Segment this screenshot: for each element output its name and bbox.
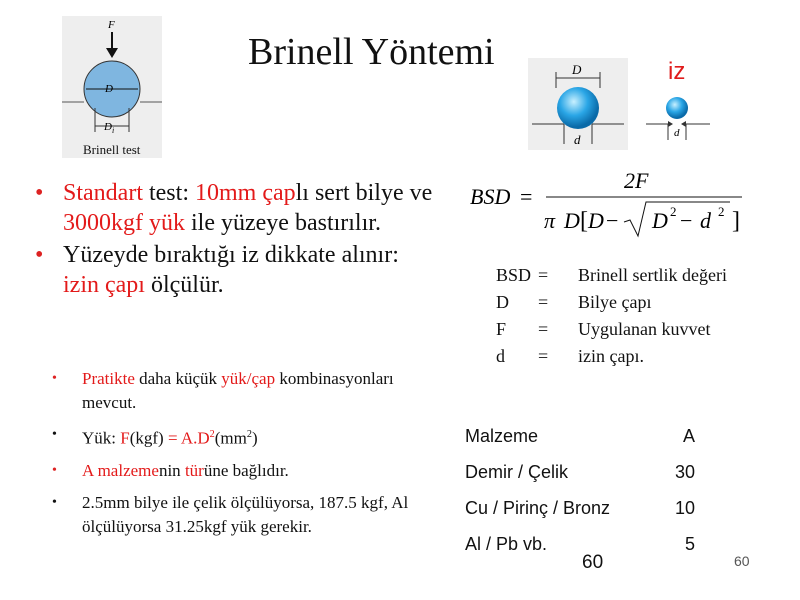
a-value: A: [682, 425, 695, 446]
material-name: Demir / Çelik: [465, 461, 569, 482]
legend-v: Uygulanan kuvvet: [578, 319, 711, 339]
table-row: [465, 526, 695, 562]
legend-row: [496, 262, 727, 289]
sub-bullet-item: [52, 367, 412, 415]
bullet-text-segment: ölçülür.: [144, 272, 224, 298]
svg-text:Di: $D_i$: [104, 121, 115, 135]
material-name: Malzeme: [465, 425, 539, 446]
ball-impression-figure: [528, 58, 716, 150]
page-number-corner: 60: [734, 553, 750, 569]
svg-text:D: D: [564, 208, 580, 233]
legend-k: F: [496, 319, 507, 339]
sub-bullet-item: [52, 459, 412, 483]
svg-text:2: 2: [718, 204, 725, 219]
svg-text:[: [: [580, 208, 588, 234]
bullet-text-segment: lı sert bilye ve: [295, 180, 433, 206]
svg-text:BSD: BSD: [470, 184, 511, 209]
bullet-text-segment: Yük:: [82, 428, 121, 448]
bullet-text-segment: Pratikte: [82, 369, 135, 388]
table-header: [465, 418, 695, 454]
svg-text:D: D: [572, 62, 582, 77]
material-name: Cu / Pirinç / Bronz: [465, 497, 611, 518]
main-bullets: [35, 178, 435, 302]
bullet-text-segment: yük/çap: [221, 369, 276, 388]
bullet-text-segment: ): [251, 428, 258, 448]
table-row: [465, 490, 695, 526]
bullet-text-segment: F: [120, 428, 130, 448]
bullet-text-segment: Standart: [63, 180, 143, 206]
bullet-dot: •: [52, 427, 57, 442]
formula-legend: [496, 262, 727, 370]
sub-bullet-item: [52, 423, 412, 451]
bullet-text-segment: Yüzeyde bıraktığı iz dikkate alınır:: [63, 242, 399, 268]
iz-label: iz: [668, 58, 686, 85]
legend-k: d: [496, 346, 505, 366]
legend-e: =: [538, 319, 549, 339]
figure-caption: Brinell test: [83, 142, 141, 157]
legend-v: Brinell sertlik değeri: [578, 265, 727, 285]
main-bullet-item: [35, 178, 435, 238]
bullet-text-segment: ile yüzeye bastırılır.: [185, 210, 381, 236]
svg-text:D: D: [588, 208, 604, 233]
bullet-text-segment: kombinasyonları mevcut.: [82, 369, 394, 412]
legend-k: BSD: [496, 265, 532, 285]
bullet-text-segment: tür: [184, 460, 204, 480]
force-label: F: [108, 19, 115, 31]
svg-text:π: π: [544, 208, 556, 233]
bullet-dot: •: [35, 242, 44, 268]
legend-row: [496, 289, 727, 316]
svg-text:D: D: [105, 83, 113, 95]
bullet-dot: •: [52, 462, 57, 478]
bullet-text-segment: 2.5mm bilye ile çelik ölçülüyorsa, 187.5 kgf, Al ölçülüyorsa 31.25kgf yük gerekir.: [82, 492, 409, 536]
svg-text:2: 2: [670, 204, 677, 219]
bullet-dot: •: [52, 371, 57, 386]
bullet-text-segment: 2: [246, 429, 252, 440]
legend-e: =: [538, 265, 549, 285]
svg-text:]: ]: [732, 208, 740, 234]
table-row: [465, 454, 695, 490]
legend-row: [496, 343, 727, 370]
svg-text:d: d: [700, 208, 711, 233]
bullet-text-segment: izin çapı: [63, 272, 145, 298]
legend-row: [496, 316, 727, 343]
sub-bullets: [52, 367, 412, 547]
bullet-text-segment: (kgf): [129, 428, 168, 448]
legend-e: =: [538, 346, 549, 366]
bullet-text-segment: = A.D: [167, 428, 210, 448]
svg-text:D: D: [652, 208, 668, 233]
bullet-text-segment: 10mm çap: [194, 180, 296, 206]
bullet-text-segment: daha küçük: [134, 369, 222, 388]
svg-text:−: −: [606, 208, 619, 233]
bullet-dot: •: [52, 494, 57, 510]
legend-v: izin çapı.: [578, 346, 644, 366]
svg-text:d: d: [574, 132, 581, 147]
svg-text:−: −: [680, 208, 693, 233]
a-value: 5: [684, 533, 695, 554]
brinell-test-figure: [62, 16, 162, 158]
bullet-text-segment: test:: [142, 180, 195, 206]
svg-text:2F: 2F: [624, 168, 649, 193]
legend-v: Bilye çapı: [578, 292, 652, 312]
bullet-text-segment: A malzeme: [82, 460, 159, 480]
main-bullet-item: [35, 240, 435, 300]
slide-title: Brinell Yöntemi: [248, 31, 495, 73]
material-table: [465, 418, 695, 562]
bullet-text-segment: üne bağlıdır.: [203, 460, 289, 480]
bullet-text-segment: 2: [209, 429, 215, 440]
legend-k: D: [496, 292, 509, 312]
svg-text:=: =: [520, 184, 533, 209]
bullet-text-segment: nin: [158, 460, 185, 480]
svg-text:d: d: [674, 127, 680, 139]
bullet-dot: •: [35, 180, 44, 206]
legend-e: =: [538, 292, 549, 312]
sub-bullet-item: [52, 491, 412, 539]
a-value: 30: [674, 461, 695, 482]
bullet-text-segment: (mm: [214, 428, 247, 448]
brinell-formula: [468, 164, 748, 244]
bullet-text-segment: 3000kgf yük: [63, 210, 185, 236]
material-name: Al / Pb vb.: [465, 533, 548, 554]
page-number-main: 60: [582, 552, 604, 573]
a-value: 10: [674, 497, 695, 518]
